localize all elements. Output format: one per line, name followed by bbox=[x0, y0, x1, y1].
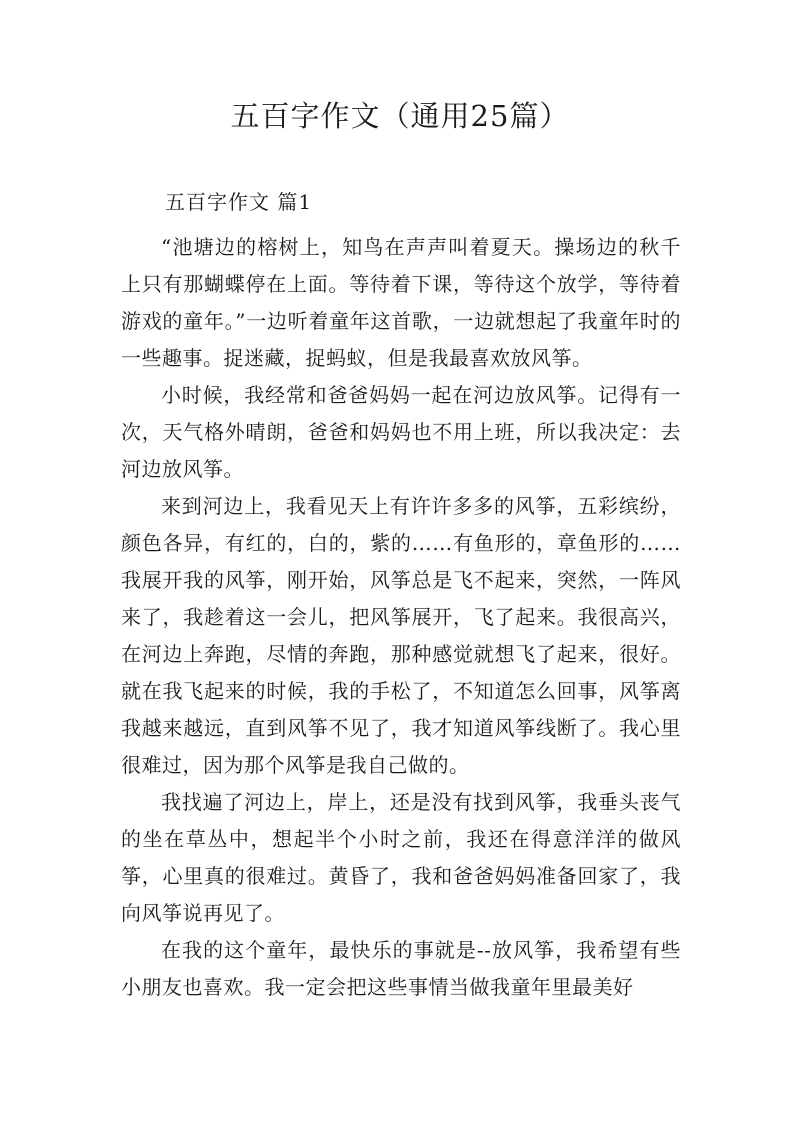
paragraph: 我找遍了河边上，岸上，还是没有找到风筝，我垂头丧气的坐在草丛中，想起半个小时之前，我还在得意洋洋的做风筝，心里真的很难过。黄昏了，我和爸爸妈妈准备回家了，我向风筝说再见了。 bbox=[121, 790, 681, 925]
paragraph: “池塘边的榕树上，知鸟在声声叫着夏天。操场边的秋千上只有那蝴蝶停在上面。等待着下课，等待这个放学，等待着游戏的童年。”一边听着童年这首歌，一边就想起了我童年时的一些趣事。捉迷藏，捉蚂蚁，但是我最喜欢放风筝。 bbox=[121, 235, 681, 370]
document-title: 五百字作文（通用25篇） bbox=[230, 99, 570, 133]
paragraph: 在我的这个童年，最快乐的事就是--放风筝，我希望有些小朋友也喜欢。我一定会把这些事情当做我童年里最美好 bbox=[121, 938, 681, 999]
document-body bbox=[121, 229, 681, 1029]
paragraph: 小时候，我经常和爸爸妈妈一起在河边放风筝。记得有一次，天气格外晴朗，爸爸和妈妈也不用上班，所以我决定：去河边放风筝。 bbox=[121, 383, 681, 481]
section-heading: 五百字作文 篇1 bbox=[165, 190, 313, 214]
paragraph: 来到河边上，我看见天上有许许多多的风筝，五彩缤纷，颜色各异，有红的，白的，紫的……有鱼形的，章鱼形的……我展开我的风筝，刚开始，风筝总是飞不起来，突然，一阵风来了，我趁着这一会儿，把风筝展开，飞了起来。我很高兴，在河边上奔跑，尽情的奔跑，那种感觉就想飞了起来，很好。就在我飞起来的时候，我的手松了，不知道怎么回事，风筝离我越来越远，直到风筝不见了，我才知道风筝线断了。我心里很难过，因为那个风筝是我自己做的。 bbox=[121, 494, 681, 777]
